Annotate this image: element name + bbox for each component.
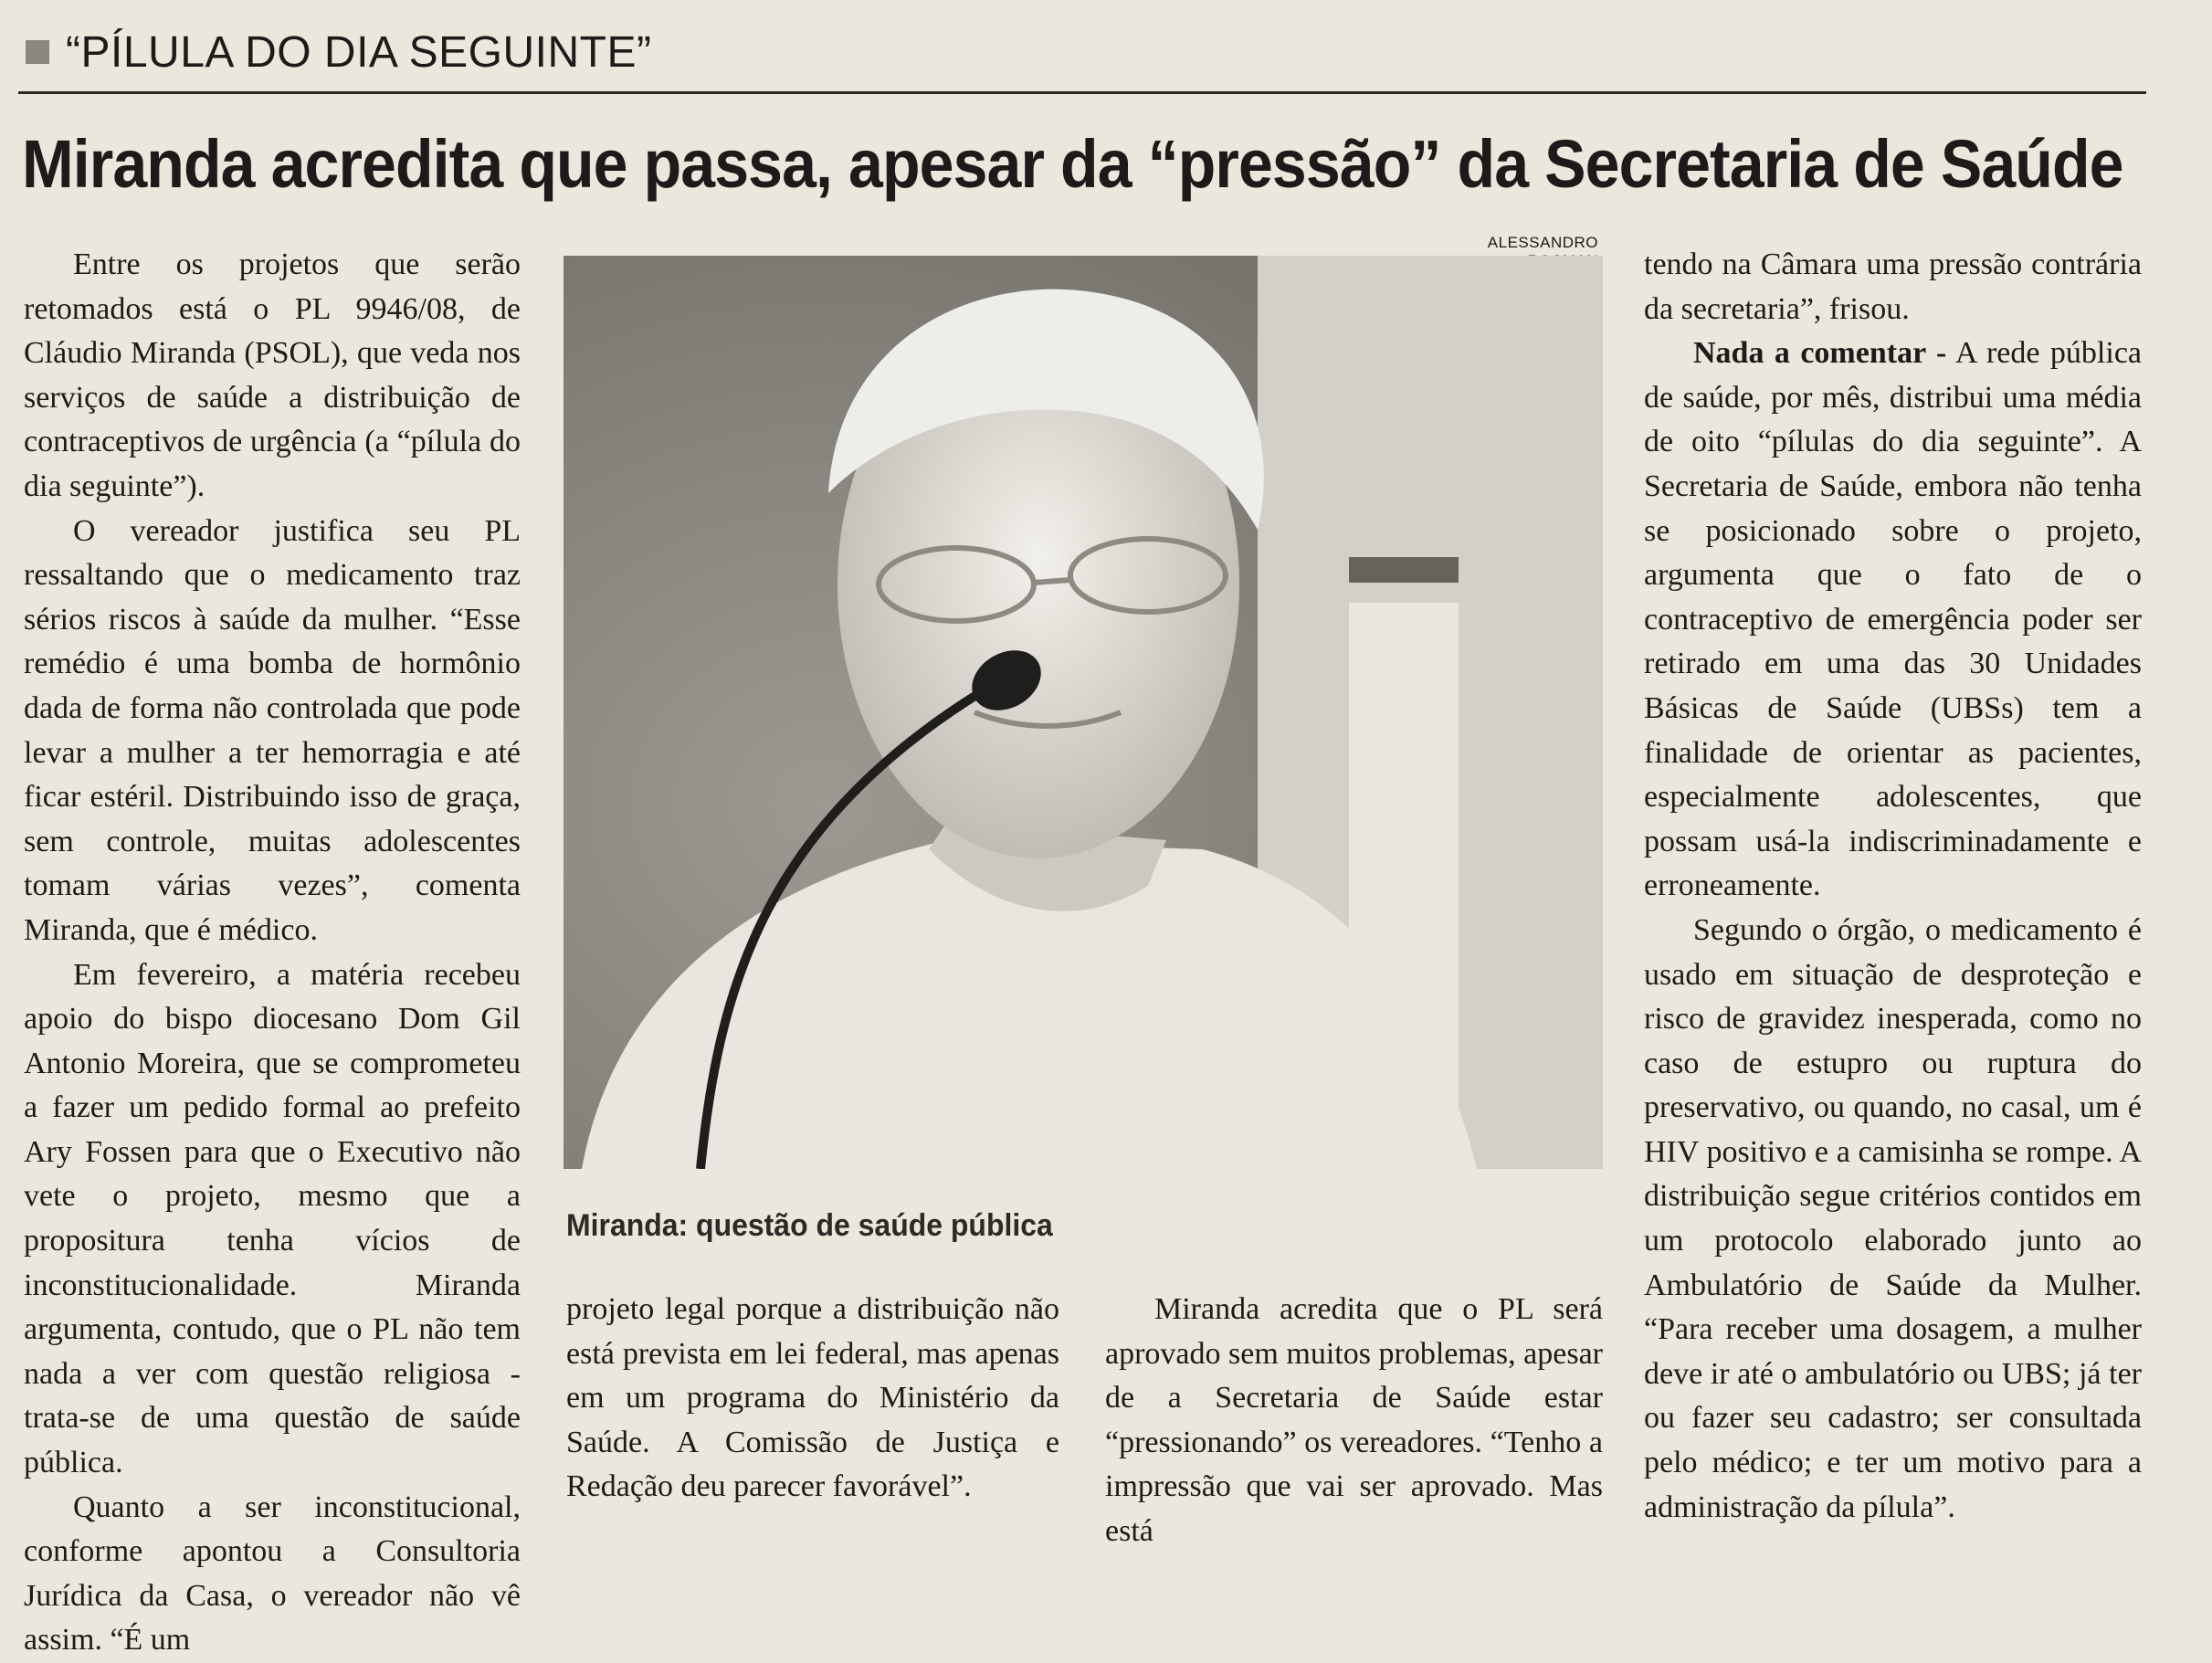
news-photo	[564, 256, 1603, 1169]
photo-credit: ALESSANDRO	[1487, 234, 1598, 251]
article-column-2	[566, 1288, 1059, 1510]
paragraph: Quanto a ser inconstitucional, conforme apontou a Consultoria Jurídica da Casa, o vereador não vê assim. “É um	[24, 1489, 521, 1658]
paragraph: O vereador justifica seu PL ressaltando que o medicamento traz sérios riscos à saúde da mulher. “Esse remédio é uma bomba de hormônio dada de forma não controlada que pode levar a mulher a ter hemorragia e até ficar estéril. Distribuindo isso de graça, sem controle, muitas adolescentes tomam várias vezes”, comenta Miranda, que é médico.	[24, 513, 521, 947]
article-column-3	[1105, 1288, 1603, 1554]
paragraph: Entre os projetos que serão retomados está o PL 9946/08, de Cláudio Miranda (PSOL), que veda nos serviços de saúde a distribuição de contraceptivos de urgência (a “pílula do dia seguinte”).	[24, 247, 521, 503]
photo-illustration	[564, 256, 1603, 1169]
article-column-1	[24, 243, 521, 1663]
square-bullet-icon	[26, 40, 49, 64]
paragraph: Segundo o órgão, o medicamento é usado em situação de desproteção e risco de gravidez inesperada, como no caso de estupro ou ruptura do preservativo, ou quando, no casal, um é HIV positivo e a camisinha se rompe. A distribuição segue critérios contidos em um protocolo elaborado junto ao Ambulatório de Saúde da Mulher. “Para receber uma dosagem, a mulher deve ir até o ambulatório ou UBS; já ter ou fazer seu cadastro; ser consultada pelo médico; e ter um motivo para a administração da pílula”.	[1644, 912, 2142, 1524]
section-rule	[18, 91, 2146, 94]
paragraph: Miranda acredita que o PL será aprovado sem muitos problemas, apesar de a Secretaria de Saúde estar “pressionando” os vereadores. “Tenho a impressão que vai ser aprovado. Mas está	[1105, 1292, 1603, 1548]
subhead-text: A rede pública de saúde, por mês, distribui uma média de oito “pílulas do dia seguinte”. A Secretaria de Saúde, embora não tenha se posicionado sobre o projeto, argumenta que o fato de o contraceptivo de emergência poder ser retirado em uma das 30 Unidades Básicas de Saúde (UBSs) tem a finalidade de orientar as pacientes, especialmente adolescentes, que possam usá-la indiscriminadamente e erroneamente.	[1644, 336, 2142, 903]
subhead: Nada a comentar -	[1693, 336, 1947, 371]
section-kicker-text: “PÍLULA DO DIA SEGUINTE”	[66, 27, 652, 77]
headline: Miranda acredita que passa, apesar da “pressão” da Secretaria de Saúde	[22, 126, 2123, 202]
paragraph: projeto legal porque a distribuição não está prevista em lei federal, mas apenas em um programa do Ministério da Saúde. A Comissão de Justiça e Redação deu parecer favorável”.	[566, 1292, 1059, 1504]
paragraph: tendo na Câmara uma pressão contrária da secretaria”, frisou.	[1644, 247, 2142, 326]
photo-caption: Miranda: questão de saúde pública	[566, 1208, 1053, 1243]
article-column-4	[1644, 243, 2142, 1530]
paragraph: Em fevereiro, a matéria recebeu apoio do bispo diocesano Dom Gil Antonio Moreira, que se comprometeu a fazer um pedido formal ao prefeito Ary Fossen para que o Executivo não vete o projeto, mesmo que a propositura tenha vícios de inconstitucionalidade. Miranda argumenta, contudo, que o PL não tem nada a ver com questão religiosa - trata-se de uma questão de saúde pública.	[24, 957, 521, 1480]
paragraph-with-subhead	[1644, 332, 2142, 909]
section-kicker	[26, 20, 651, 84]
